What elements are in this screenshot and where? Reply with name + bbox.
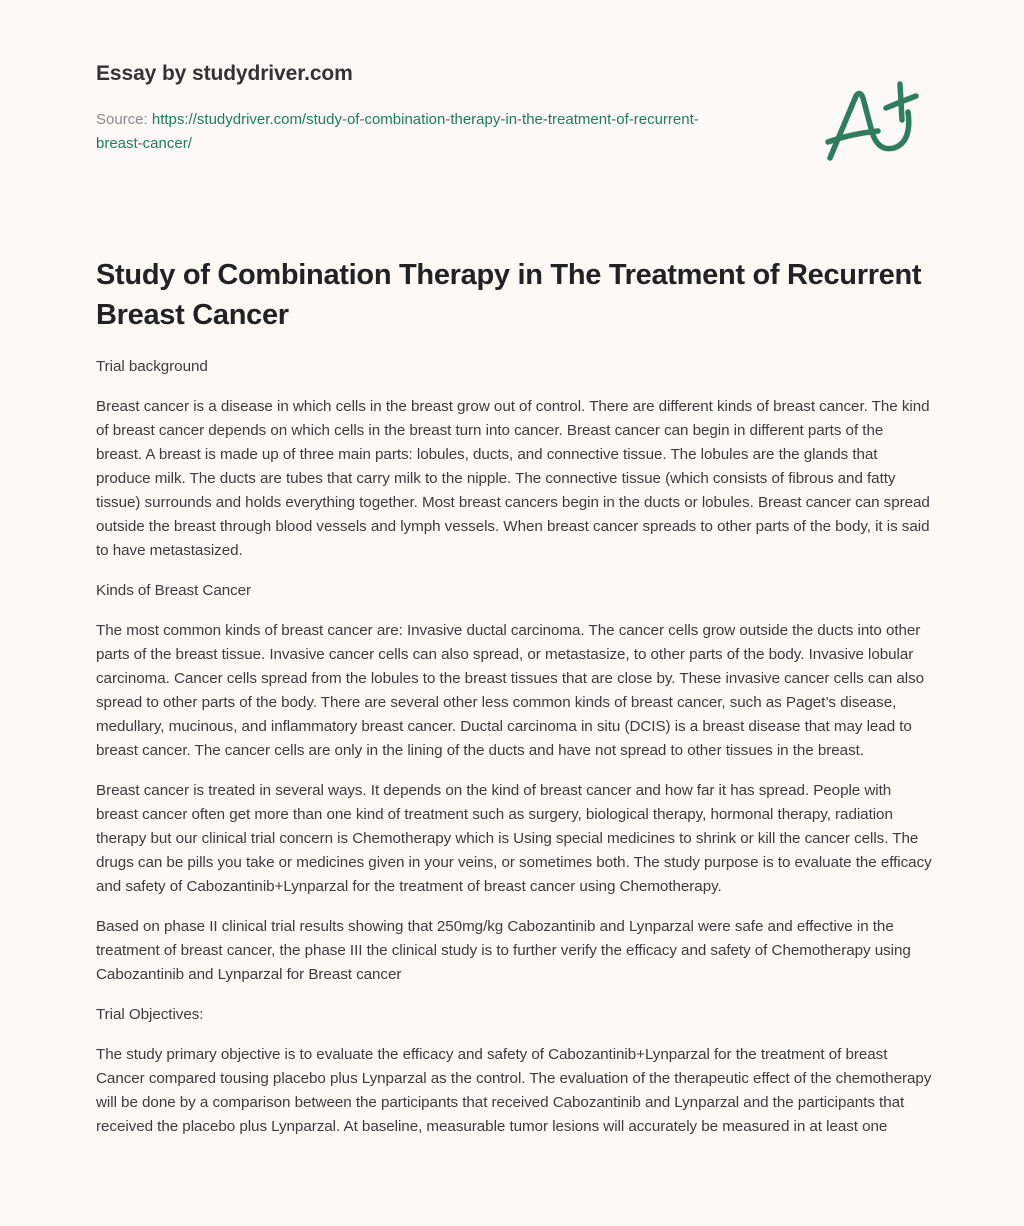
paragraph: Breast cancer is a disease in which cells in the breast grow out of control. There are different kinds of breast cancer. The kind of breast cancer depends on which cells in the breast turn into cancer. Breast cancer can begin in different parts of the breast. A breast is made up of three main parts: lobules, ducts, and connective tissue. The lobules are the glands that produce milk. The ducts are tubes that carry milk to the nipple. The connective tissue (which consists of fibrous and fatty tissue) surrounds and holds everything together. Most breast cancers begin in the ducts or lobules. Breast cancer can spread outside the breast through blood vessels and lymph vessels. When breast cancer spreads to other parts of the body, it is said to have metastasized. xyxy=(96,398,930,559)
article xyxy=(96,255,932,1155)
paragraph: Based on phase II clinical trial results showing that 250mg/kg Cabozantinib and Lynparzal were safe and effective in the treatment of breast cancer, the phase III the clinical study is to further verify the efficacy and safety of Chemotherapy using Cabozantinib and Lynparzal for Breast cancer xyxy=(96,918,911,983)
section-heading-trial-background: Trial background xyxy=(96,358,208,375)
page-header xyxy=(96,62,736,156)
article-title: Study of Combination Therapy in The Treatment of Recurrent Breast Cancer xyxy=(96,259,922,331)
paragraph: The most common kinds of breast cancer are: Invasive ductal carcinoma. The cancer cells grow outside the ducts into other parts of the breast tissue. Invasive cancer cells can also spread, or metastasize, to other parts of the body. Invasive lobular carcinoma. Cancer cells spread from the lobules to the breast tissues that are close by. These invasive cancer cells can also spread to other parts of the body. There are several other less common kinds of breast cancer, such as Paget’s disease, medullary, mucinous, and inflammatory breast cancer. Ductal carcinoma in situ (DCIS) is a breast disease that may lead to breast cancer. The cancer cells are only in the lining of the ducts and have not spread to other tissues in the breast. xyxy=(96,622,925,759)
section-heading-trial-objectives: Trial Objectives: xyxy=(96,1006,204,1023)
source-label: Source: xyxy=(96,111,152,128)
paragraph: The study primary objective is to evaluate the efficacy and safety of Cabozantinib+Lynparzal for the treatment of breast Cancer compared tousing placebo plus Lynparzal as the control. The evaluation of the therapeutic effect of the chemotherapy will be done by a comparison between the participants that received Cabozantinib and Lynparzal and the participants that received the placebo plus Lynparzal. At baseline, measurable tumor lesions will accurately be measured in at least one xyxy=(96,1046,932,1135)
section-heading-kinds-of-breast-cancer: Kinds of Breast Cancer xyxy=(96,582,252,599)
paragraph: Breast cancer is treated in several ways. It depends on the kind of breast cancer and how far it has spread. People with breast cancer often get more than one kind of treatment such as surgery, biological therapy, hormonal therapy, radiation therapy but our clinical trial concern is Chemotherapy which is Using special medicines to shrink or kill the cancer cells. The drugs can be pills you take or medicines given in your veins, or sometimes both. The study purpose is to evaluate the efficacy and safety of Cabozantinib+Lynparzal for the treatment of breast cancer using Chemotherapy. xyxy=(96,782,932,895)
brand-title: Essay by studydriver.com xyxy=(96,62,353,85)
source-link[interactable]: https://studydriver.com/study-of-combination-therapy-in-the-treatment-of-recurrent-breast-cancer/ xyxy=(96,111,699,152)
a-plus-grade-icon xyxy=(820,66,930,166)
source-line xyxy=(96,108,736,156)
